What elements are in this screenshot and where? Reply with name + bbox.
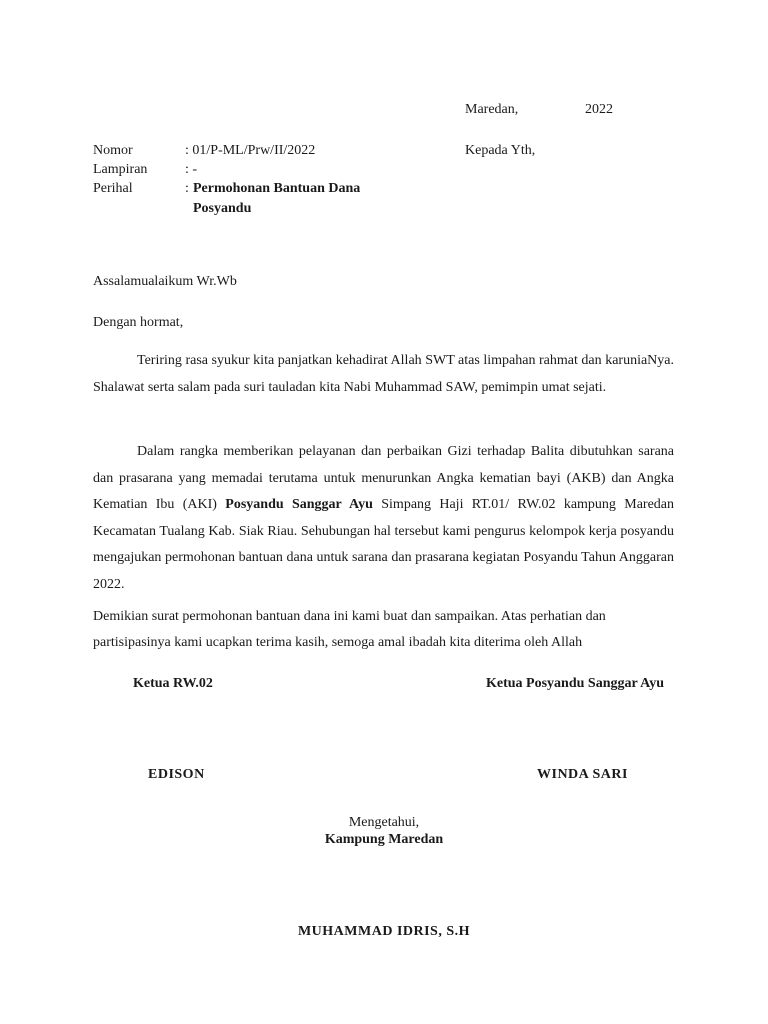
meta-value-nomor: : 01/P-ML/Prw/II/2022 [185, 143, 316, 158]
paragraph-opening: Teriring rasa syukur kita panjatkan kehadirat Allah SWT atas limpahan rahmat dan karuniaNya. Shalawat serta salam pada suri tauladan kita Nabi Muhammad SAW, pemimpin umat sejati. [93, 353, 674, 395]
acknowledge-label: Mengetahui, [348, 815, 420, 830]
greeting: Assalamualaikum Wr.Wb [93, 274, 237, 289]
meta-label-lampiran: Lampiran [93, 162, 148, 177]
meta-colon-perihal: : [185, 181, 189, 196]
acknowledge-name: MUHAMMAD IDRIS, S.H [297, 924, 471, 939]
paragraph-purpose-text-2: Simpang Haji RT.01/ RW.02 kampung Maredan Kecamatan Tualang Kab. Siak Riau. Sehubungan hal tersebut kami pengurus kelompok kerja posyandu mengajukan permohonan bantuan dana untuk sarana dan prasarana kegiatan Posyandu Tahun Anggaran 2022. [93, 497, 675, 592]
signature-right-name: WINDA SARI [537, 767, 628, 782]
signature-left-name: EDISON [148, 767, 205, 782]
letter-year: 2022 [585, 102, 613, 117]
meta-value-perihal-line2: Posyandu [193, 201, 252, 216]
letter-place: Maredan, [465, 102, 519, 117]
meta-value-lampiran: : - [185, 162, 198, 177]
signature-right-title: Ketua Posyandu Sanggar Ayu [486, 676, 665, 691]
acknowledge-org: Kampung Maredan [324, 832, 444, 847]
signature-left-title: Ketua RW.02 [133, 676, 213, 691]
salutation: Dengan hormat, [93, 315, 184, 330]
meta-label-perihal: Perihal [93, 181, 133, 196]
meta-value-perihal-line1: Permohonan Bantuan Dana [193, 181, 361, 196]
meta-label-nomor: Nomor [93, 143, 133, 158]
posyandu-name: Posyandu Sanggar Ayu [225, 497, 373, 512]
paragraph-purpose-text-1: Dalam rangka memberikan pelayanan dan perbaikan Gizi terhadap Balita dibutuhkan sarana dan prasarana yang memadai terutama untuk menurunkan Angka kematian bayi (AKB) dan Angka Kematian Ibu (AKI) [93, 444, 674, 512]
recipient: Kepada Yth, [465, 143, 536, 158]
paragraph-closing: Demikian surat permohonan bantuan dana ini kami buat dan sampaikan. Atas perhatian dan partisipasinya kami ucapkan terima kasih, semoga amal ibadah kita diterima oleh Allah [93, 609, 606, 650]
paragraph-purpose [93, 439, 674, 598]
